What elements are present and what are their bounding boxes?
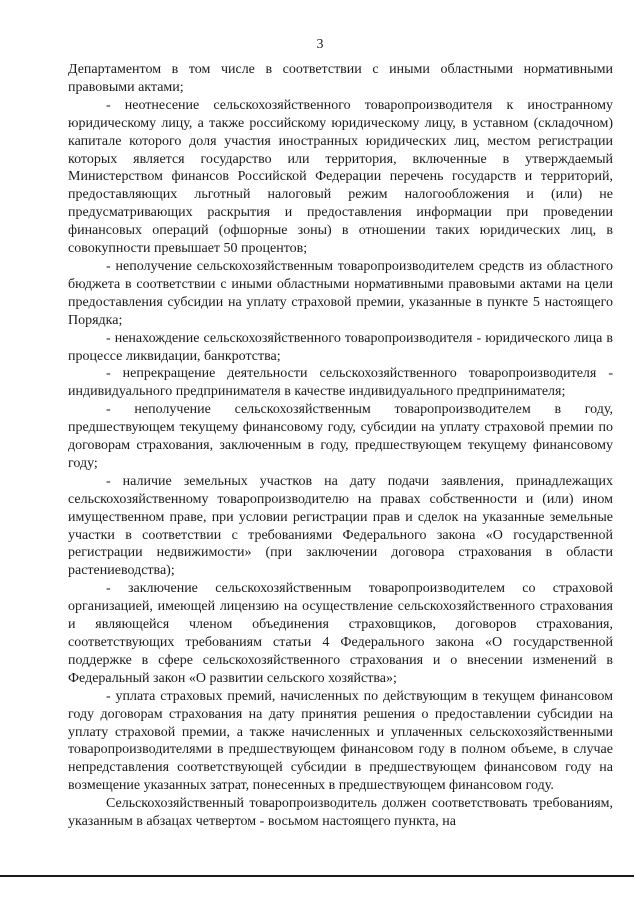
page-bottom-rule — [0, 875, 634, 877]
document-body — [68, 61, 613, 831]
paragraph: - заключение сельскохозяйственным товаропроизводителем со страховой организацией, имеющей лицензию на осуществление сельскохозяйственного страхования и являющейся членом объединения страховщиков, договоров страхования, соответствующих требованиям статьи 4 Федерального закона «О государственной поддержке в сфере сельскохозяйственного страхования и о внесении изменений в Федеральный закон «О развитии сельского хозяйства»; — [68, 581, 613, 686]
paragraph: Департаментом в том числе в соответствии с иными областными нормативными правовыми актами; — [68, 62, 613, 95]
paragraph: - неполучение сельскохозяйственным товаропроизводителем в году, предшествующем текущему финансовому году, субсидии на уплату страховой премии по договорам страхования, заключенным в году, предшествующем текущему финансовому году; — [68, 402, 613, 471]
paragraph: - неотнесение сельскохозяйственного товаропроизводителя к иностранному юридическому лицу, а также российскому юридическому лицу, в уставном (складочном) капитале которого доля участия иностранных юридических лиц, местом регистрации которых является государство или территория, включенные в утверждаемый Министерством финансов Российской Федерации перечень государств и территорий, предоставляющих льготный налоговый режим налогообложения и (или) не предусматривающих раскрытия и предоставления информации при проведении финансовых операций (офшорные зоны) в отношении таких юридических лиц, в совокупности превышает 50 процентов; — [68, 97, 613, 257]
page-number: 3 — [316, 37, 324, 52]
paragraph: - непрекращение деятельности сельскохозяйственного товаропроизводителя - индивидуального предпринимателя в качестве индивидуального предпринимателя; — [68, 366, 613, 400]
paragraph: - уплата страховых премий, начисленных по действующим в текущем финансовом году договорам страхования на дату принятия решения о предоставлении субсидии на уплату страховой премии, а также начисленных и уплаченных сельскохозяйственными товаропроизводителями в предшествующем финансовом году в полном объеме, в случае непредставления соответствующей субсидии в предшествующем финансовом году на возмещение указанных затрат, понесенных в предшествующем финансовом году. — [68, 688, 613, 794]
paragraph: Сельскохозяйственный товаропроизводитель должен соответствовать требованиям, указанным в абзацах четвертом - восьмом настоящего пункта, на — [68, 796, 613, 830]
paragraph: - наличие земельных участков на дату подачи заявления, принадлежащих сельскохозяйственному товаропроизводителю на правах собственности и (или) ином имущественном праве, при условии регистрации прав и сделок на указанные земельные участки в соответствии с требованиями Федерального закона «О государственной регистрации недвижимости» (при заключении договора страхования в области растениеводства); — [68, 473, 613, 579]
paragraph: - ненахождение сельскохозяйственного товаропроизводителя - юридического лица в процессе ликвидации, банкротства; — [68, 330, 613, 364]
paragraph: - неполучение сельскохозяйственным товаропроизводителем средств из областного бюджета в соответствии с иными областными нормативными правовыми актами на цели предоставления субсидии на уплату страховой премии, указанные в пункте 5 настоящего Порядка; — [68, 258, 613, 328]
